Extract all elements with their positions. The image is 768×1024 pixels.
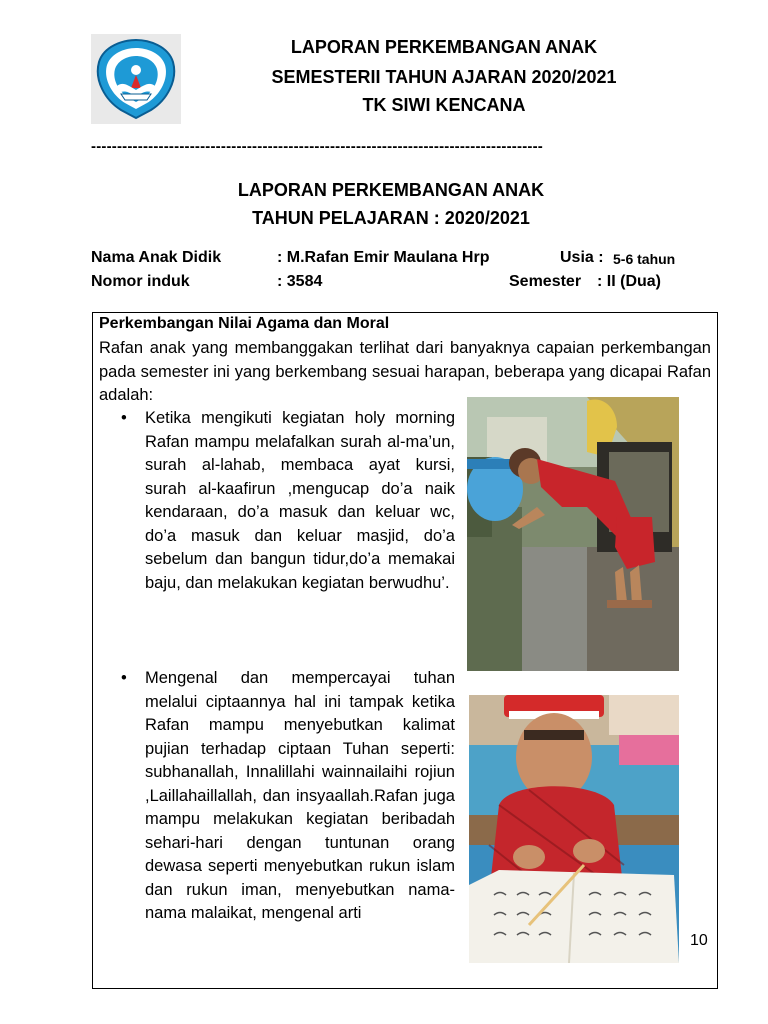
header-line-1: LAPORAN PERKEMBANGAN ANAK: [290, 37, 598, 57]
header-separator: ---------------------------------------------------------------------------------------: [91, 138, 543, 155]
nis-value: : 3584: [277, 273, 323, 290]
semester-label: Semester: [509, 273, 582, 290]
report-title: LAPORAN PERKEMBANGAN ANAK: [237, 180, 545, 200]
report-year: TAHUN PELAJARAN : 2020/2021: [252, 208, 530, 228]
bullet-text-2: Mengenal dan mempercayai tuhan melalui ciptaannya hal ini tampak ketika Rafan mampu menyebutkan kalimat pujian terhadap ciptaan Tuhan seperti: subhanallah, Innalillahi wainnailaihi rojiun ,Laillahaillallah, dan insyaallah.Rafan juga mampu melakukan kegiatan beribadah sehari-hari dengan tuntunan orang dewasa seperti menyebutkan rukun islam dan rukun iman, menyebutkan nama-nama malaikat, mengenal arti: [145, 669, 455, 922]
name-value: : M.Rafan Emir Maulana Hrp: [277, 249, 490, 266]
bullet-marker: •: [121, 409, 127, 427]
name-label: Nama Anak Didik: [91, 249, 222, 266]
bullet-marker: •: [121, 669, 127, 687]
age-label: Usia :: [560, 249, 604, 266]
age-value: 5-6 tahun: [613, 251, 676, 267]
section-title: Perkembangan Nilai Agama dan Moral: [99, 315, 390, 332]
nis-label: Nomor induk: [91, 273, 190, 290]
bullet-text-1: Ketika mengikuti kegiatan holy morning Rafan mampu melafalkan surah al-ma’un, surah al-lahab, membaca ayat kursi, surah al-kaafirun ,mengucap do’a naik kendaraan, do’a masuk dan keluar wc, do’a masuk dan keluar masjid, do’a sebelum dan bangun tidur,do’a memakai baju, dan melakukan kegiatan berwudhu’.: [145, 409, 455, 592]
photo-wudhu: [467, 397, 679, 671]
tut-wuri-handayani-logo: [91, 34, 181, 124]
page-number: 10: [690, 932, 708, 949]
header-school-name: TK SIWI KENCANA: [362, 95, 526, 115]
development-section: [92, 312, 718, 989]
semester-value: : II (Dua): [597, 273, 661, 290]
section-intro: Rafan anak yang membanggakan terlihat dari banyaknya capaian perkembangan pada semester ini yang berkembang sesuai harapan, beberapa yang dicapai Rafan adalah:: [99, 339, 711, 404]
header-line-2: SEMESTERII TAHUN AJARAN 2020/2021: [271, 67, 617, 87]
photo-reading: [469, 695, 679, 963]
